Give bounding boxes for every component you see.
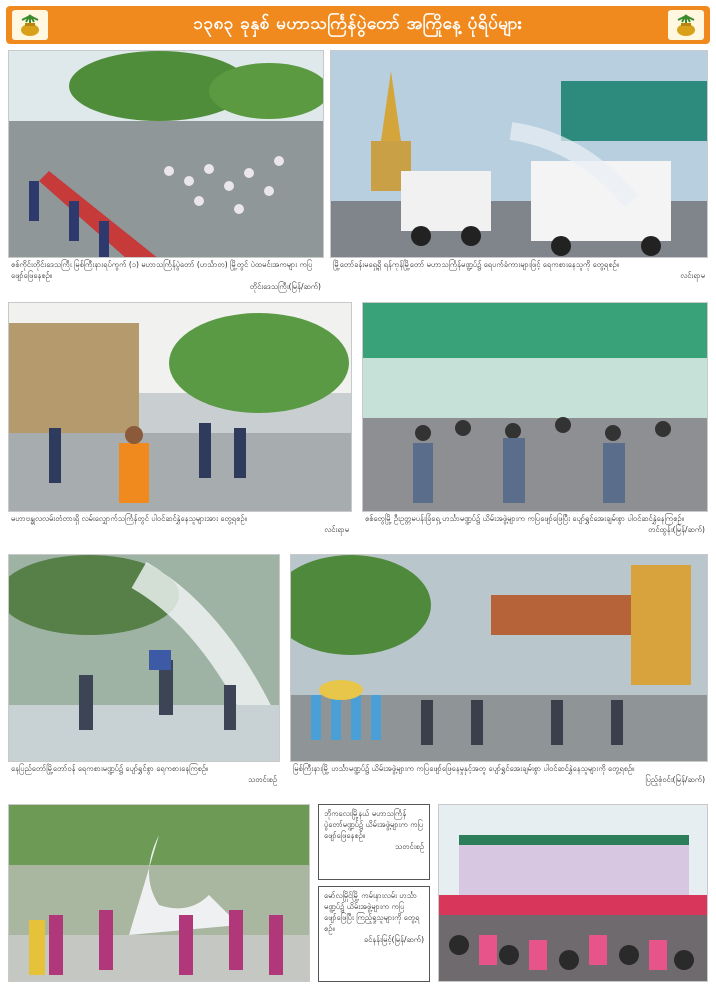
photo-walking-thingyan (8, 302, 352, 512)
photo-pagoda-trucks (330, 50, 708, 258)
thingyan-pot-icon (668, 10, 704, 40)
photo-water-spray (8, 554, 280, 762)
photo-caption: မြစ်ကြီးနားမြို့ ဟင်္သာမဏ္ဍပ်၌ ယိမ်းအဖွဲ့များက ကပြဖျော်ဖြေနေမှုနှင့်အတူ ပျော်ရွှင်အေးချမ်းစွာ ပါဝင်ဆင်နွှဲနေသူများကို တွေ့ရစဉ်။ ပြည့်စုံဝင်း(မြန်/ဆက်) (290, 762, 708, 798)
photo-caption-box: ဘိုကလေးမြို့နယ် မဟာသင်္ကြန်ပွဲတော်မဏ္ဍပ်၌ ယိမ်းအဖွဲ့များက ကပြဖျော်ဖြေနေစဉ်။ သတင်းစဉ် (318, 804, 430, 880)
page-title: ၁၃၈၃ ခုနှစ် မဟာသင်္ကြန်ပွဲတော် အကြိုနေ့ ပုံရိပ်များ (193, 13, 523, 34)
thingyan-pot-icon (12, 10, 48, 40)
photo-stage-crowd (362, 302, 708, 512)
photo-caption-box: မော်လမြိုင်မြို့ ကမ်းနားလမ်း ဟင်္သာမဏ္ဍပ်၌ ယိမ်းအဖွဲ့များက ကပြဖျော်ဖြေပြီး ကြည့်ရှုသူများကို တွေ့ရစဉ်။ ခင်နန်းမြင့်(မြန်/ဆက်) (318, 886, 430, 982)
photo-caption: မြို့တော်ခန်းမရှေ့ရှိ ရန်ကုန်မြို့တော် မဟာသင်္ကြန်မဏ္ဍပ်၌ ရေပက်ခံကားများဖြင့် ရေကစားနေသူကို တွေ့ရစဉ်။ လင်းရာမ (330, 258, 708, 298)
photo-yein-dancers-mandat (290, 554, 708, 762)
photo-caption: စစ်တွေမြို့ ဦးဥတ္တမပန်းခြံရှေ့ ဟင်္သာမဏ္ဍပ်၌ ယိမ်းအဖွဲ့များက ကပြဖျော်ဖြေပြီး ပျော်ရွှင်အေးချမ်းစွာ ပါဝင်ဆင်နွှဲနေကြစဉ်။ တင်ထွန်း(မြန်/ဆက်) (362, 512, 708, 548)
photo-swan-dancers (8, 804, 310, 982)
photo-caption: နေပြည်တော်မြို့တော်ဝန် ရေကစားမဏ္ဍပ်၌ ပျော်ရွှင်စွာ ရေကစားနေကြစဉ်။ သတင်းစဉ် (8, 762, 280, 798)
photo-caption: မဟာဗန္ဓုလလမ်းတံတားရှိ လမ်းလျှောက်သင်္ကြန်တွင် ပါဝင်ဆင်နွှဲနေသူများအား တွေ့ရစဉ်။ လင်းရာမ (8, 512, 352, 548)
page-banner (6, 6, 710, 44)
photo-dance-parade (8, 50, 324, 258)
photo-caption: စစ်ကိုင်းတိုင်းဒေသကြီး မြစ်ကြီးနားရပ်ကွက် (၁) မဟာသင်္ကြန်ပွဲတော် (ဟင်္သာတ) မြို့တွင် ပဲထမင်းအကများ ကပြဖျော်ဖြေနေစဉ်။ တိုင်းဒေသကြီး(မြန်/ဆက်) (8, 258, 324, 298)
photo-audience-stage (438, 804, 708, 982)
